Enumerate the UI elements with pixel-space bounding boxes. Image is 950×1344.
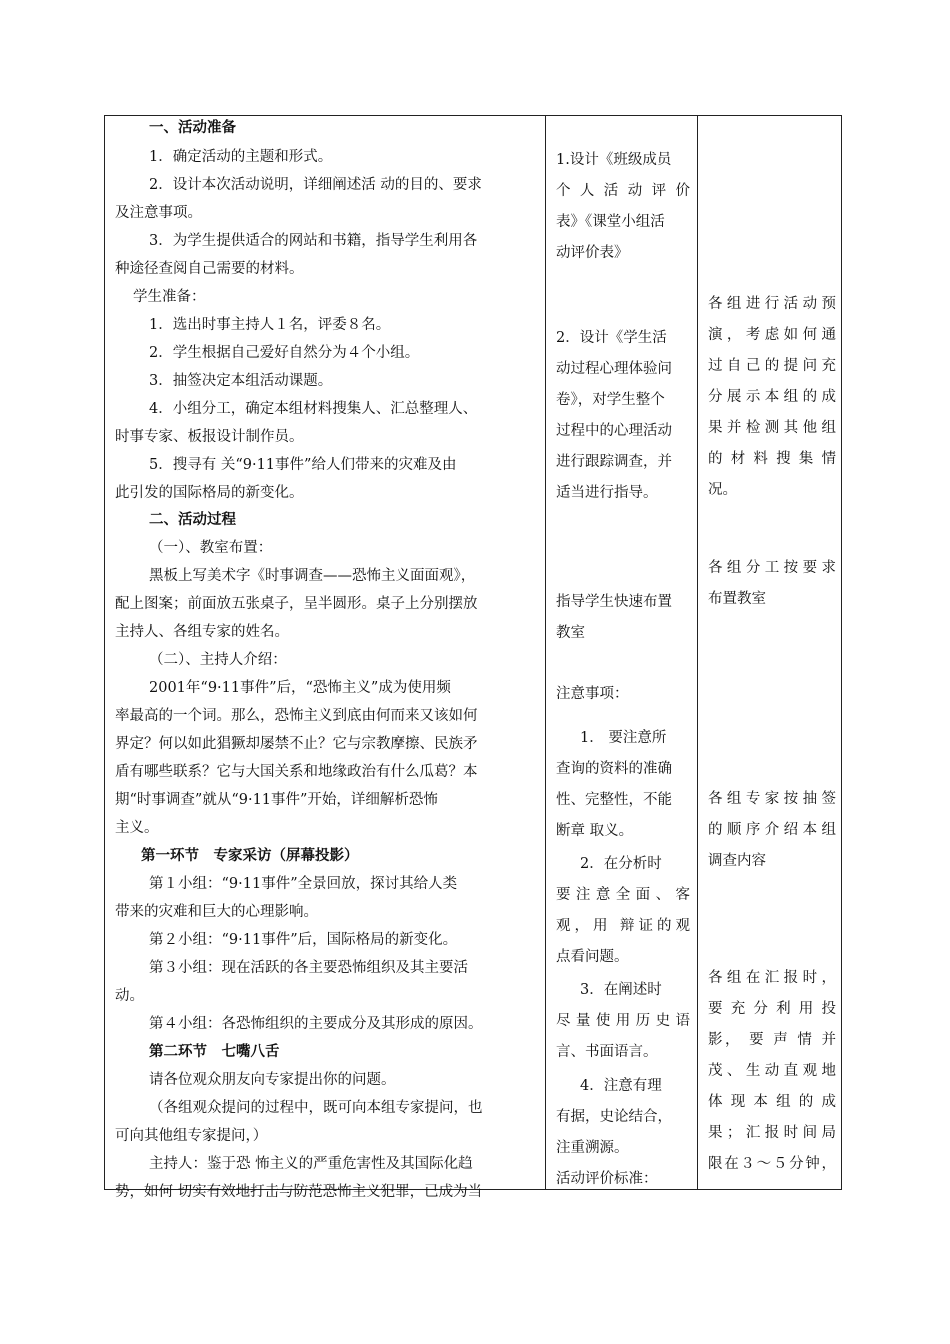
text-line: 的 材 料 搜 集 情	[708, 451, 836, 467]
text-line: （一）、教室布置：	[149, 540, 273, 556]
text-line: 分展示本组的成	[708, 389, 836, 405]
text-line: 主持人、各组专家的姓名。	[115, 624, 289, 640]
text-line: 此引发的国际格局的新变化。	[115, 485, 304, 501]
text-line: 一、活动准备	[149, 119, 236, 136]
text-line: 请各位观众朋友向专家提出你的问题。	[149, 1072, 396, 1088]
text-line: 演，考虑如何通	[708, 327, 836, 343]
text-line: 点看问题。	[556, 949, 629, 965]
text-line: 有据，史论结合，	[556, 1109, 672, 1125]
text-line: （二）、主持人介绍：	[149, 652, 287, 668]
text-line: 各组进行活动预	[708, 296, 836, 312]
text-line: 要注意全面、客	[556, 887, 690, 903]
lesson-plan-table	[104, 115, 842, 1200]
text-line: 的顺序介绍本组	[708, 822, 836, 838]
text-line: 1．选出时事主持人１名，评委８名。	[149, 317, 391, 333]
text-line: 卷》，对学生整个	[556, 392, 665, 408]
text-line: 动过程心理体验问	[556, 361, 672, 377]
text-line: 种途径查阅自己需要的材料。	[115, 261, 304, 277]
text-line: 观，用 辩证的观	[556, 918, 690, 934]
text-line: 可向其他组专家提问，）	[115, 1128, 268, 1144]
text-line: 主持人：鉴于恐 怖主义的严重危害性及其国际化趋	[149, 1156, 473, 1172]
text-line: 第４小组：各恐怖组织的主要成分及其形成的原因。	[149, 1016, 483, 1032]
text-line: 表》《课堂小组活	[556, 214, 665, 230]
text-line: 1． 要注意所	[580, 730, 667, 746]
text-line: 教室	[556, 625, 585, 641]
text-line: 3．在阐述时	[580, 982, 662, 998]
text-line: 限在３～５分钟，	[708, 1156, 836, 1172]
text-line: 盾有哪些联系？它与大国关系和地缘政治有什么瓜葛？本	[115, 764, 478, 780]
text-line: 2．在分析时	[580, 856, 662, 872]
text-line: 带来的灾难和巨大的心理影响。	[115, 904, 318, 920]
text-line: 期“时事调查”就从“9·11事件”开始，详细解析恐怖	[115, 792, 438, 808]
text-line: 配上图案；前面放五张桌子，呈半圆形。桌子上分别摆放	[115, 596, 478, 612]
text-line: 黑板上写美术字《时事调查——恐怖主义面面观》，	[149, 568, 476, 584]
text-line: 果并检测其他组	[708, 420, 836, 436]
text-line: 个 人 活 动 评 价	[556, 183, 690, 199]
text-line: 1.设计《班级成员	[556, 152, 672, 168]
text-line: 言、书面语言。	[556, 1044, 658, 1060]
text-line: 进行跟踪调查，并	[556, 454, 672, 470]
text-line: 查询的资料的准确	[556, 761, 672, 777]
text-line: 第１小组：“9·11事件”全景回放，探讨其给人类	[149, 876, 458, 892]
text-line: 界定？何以如此猖獗却屡禁不止？它与宗教摩擦、民族矛	[115, 736, 478, 752]
text-line: 3．抽签决定本组活动课题。	[149, 373, 333, 389]
text-line: 布置教室	[708, 591, 766, 607]
text-line: 4．小组分工，确定本组材料搜集人、汇总整理人、	[149, 401, 478, 417]
text-line: 茂、生动直观地	[708, 1063, 836, 1079]
text-line: 果；汇报时间局	[708, 1125, 836, 1141]
text-line: 3．为学生提供适合的网站和书籍，指导学生利用各	[149, 233, 478, 249]
text-line: 过自己的提问充	[708, 358, 836, 374]
text-line: 5．搜寻有 关“9·11事件”给人们带来的灾难及由	[149, 457, 457, 473]
text-line: 动评价表》	[556, 245, 629, 261]
text-line: 第一环节 专家采访（屏幕投影）	[141, 847, 359, 864]
text-line: 时事专家、板报设计制作员。	[115, 429, 304, 445]
text-line: 断章 取义。	[556, 823, 634, 839]
text-line: 各组在汇报时，	[708, 970, 836, 986]
text-line: 影， 要 声 情 并	[708, 1032, 836, 1048]
text-line: 指导学生快速布置	[556, 594, 672, 610]
text-line: 及注意事项。	[115, 205, 202, 221]
text-line: 注重溯源。	[556, 1140, 629, 1156]
text-line: 2．设计《学生活	[556, 330, 667, 346]
text-line: 2．设计本次活动说明，详细阐述活 动的目的、要求	[149, 177, 482, 193]
text-line: 动。	[115, 988, 144, 1004]
text-line: 各组专家按抽签	[708, 791, 836, 807]
text-line: 第３小组：现在活跃的各主要恐怖组织及其主要活	[149, 960, 468, 976]
text-line: （各组观众提问的过程中，既可向本组专家提问，也	[149, 1100, 483, 1116]
text-line: 率最高的一个词。那么，恐怖主义到底由何而来又该如何	[115, 708, 478, 724]
text-line: 性、完整性，不能	[556, 792, 672, 808]
text-line: 活动评价标准：	[556, 1171, 658, 1187]
text-line: 2．学生根据自己爱好自然分为４个小组。	[149, 345, 420, 361]
teacher-guidance-column	[545, 116, 698, 1189]
text-line: 况。	[708, 482, 737, 498]
text-line: 注意事项：	[556, 686, 629, 702]
text-line: 尽量使用历史语	[556, 1013, 690, 1029]
text-line: 要 充 分 利 用 投	[708, 1001, 836, 1017]
text-line: 过程中的心理活动	[556, 423, 672, 439]
text-line: 体 现 本 组 的 成	[708, 1094, 836, 1110]
text-line: 势，如何 切实有效地打击与防范恐怖主义犯罪，已成为当	[115, 1184, 483, 1200]
student-activity-column	[697, 116, 844, 1189]
text-line: 4．注意有理	[580, 1078, 662, 1094]
text-line: 适当进行指导。	[556, 485, 658, 501]
text-line: 第二环节 七嘴八舌	[149, 1043, 280, 1060]
text-line: 1．确定活动的主题和形式。	[149, 149, 333, 165]
text-line: 二、活动过程	[149, 511, 236, 528]
text-line: 主义。	[115, 820, 159, 836]
text-line: 第２小组：“9·11事件”后，国际格局的新变化。	[149, 932, 458, 948]
text-line: 各组分工按要求	[708, 560, 836, 576]
text-line: 学生准备：	[133, 289, 206, 305]
activity-content-column	[105, 116, 545, 1200]
text-line: 2001年“9·11事件”后，“恐怖主义”成为使用频	[149, 680, 451, 696]
text-line: 调查内容	[708, 853, 766, 869]
